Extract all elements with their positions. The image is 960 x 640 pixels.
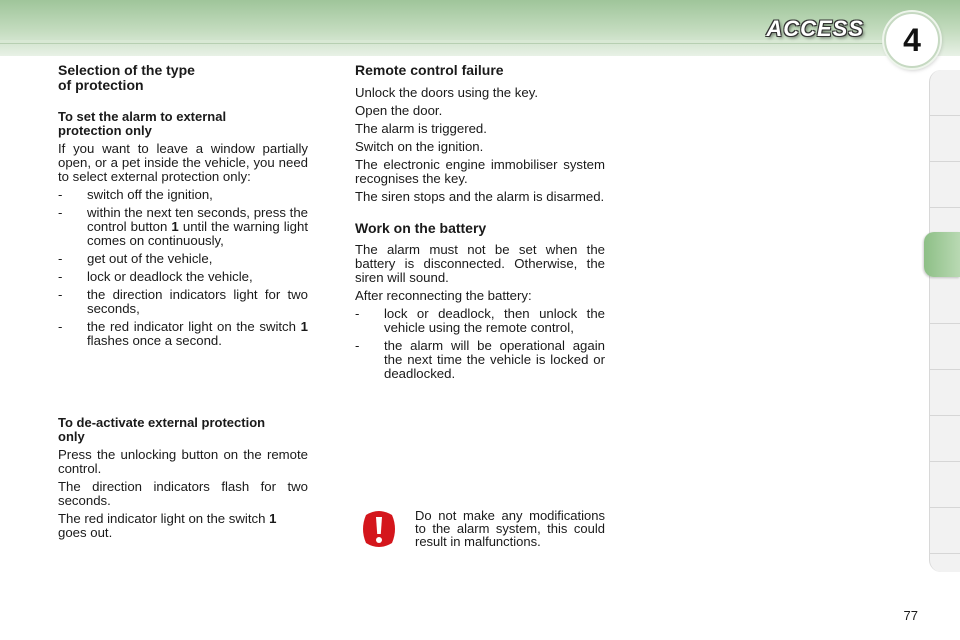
- paragraph: Switch on the ignition.: [355, 139, 484, 154]
- battery-steps-list: [355, 307, 605, 381]
- list-item: - lock or deadlock the vehicle,: [58, 269, 253, 284]
- steps-list: [58, 188, 308, 348]
- chapter-tabs: [929, 70, 960, 572]
- right-column: [355, 63, 605, 385]
- intro-text: If you want to leave a window partially open, or a pet inside the vehicle, you need to select external protection only:: [58, 141, 308, 184]
- list-item: - the red indicator light on the switch 1 flashes once a second.: [58, 319, 308, 348]
- heading-remote-failure: Remote control failure: [355, 62, 504, 78]
- chapter-tab[interactable]: [930, 278, 960, 324]
- header-line: [0, 40, 900, 44]
- heading-battery: Work on the battery: [355, 220, 487, 236]
- exclamation-icon: [362, 509, 396, 549]
- chapter-tab[interactable]: [930, 116, 960, 162]
- list-item: - get out of the vehicle,: [58, 251, 213, 266]
- chapter-number: 4: [903, 21, 921, 58]
- list-item: - the direction indicators light for two seconds,: [58, 287, 308, 316]
- paragraph: The alarm must not be set when the battery is disconnected. Otherwise, the siren will sound.: [355, 242, 605, 285]
- section-title: ACCESS: [766, 16, 864, 41]
- warning-text: Do not make any modifications to the alarm system, this could result in malfunctions.: [415, 508, 605, 549]
- chapter-tab-active[interactable]: [924, 232, 960, 277]
- deactivate-text-2: The direction indicators flash for two seconds.: [58, 479, 308, 508]
- paragraph: Open the door.: [355, 103, 443, 118]
- chapter-tab[interactable]: [930, 508, 960, 554]
- chapter-tab[interactable]: [930, 462, 960, 508]
- list-item: - lock or deadlock, then unlock the vehicle using the remote control,: [355, 306, 605, 335]
- switch-number: 1: [300, 319, 308, 334]
- deactivate-text-1: Press the unlocking button on the remote control.: [58, 447, 308, 476]
- heading-selection: Selection of the type of protection: [58, 62, 195, 93]
- paragraph: Unlock the doors using the key.: [355, 85, 539, 100]
- deactivate-text-3: The red indicator light on the switch 1 goes out.: [58, 511, 277, 540]
- page-number: 77: [903, 608, 918, 623]
- paragraph: The electronic engine immobiliser system recognises the key.: [355, 157, 605, 186]
- chapter-tab[interactable]: [930, 70, 960, 116]
- subheading-external: To set the alarm to external protection only: [58, 109, 227, 138]
- chapter-badge: [884, 12, 940, 68]
- left-column-deactivate: [58, 416, 308, 544]
- list-item: - the alarm will be operational again the next time the vehicle is locked or deadlocked.: [355, 338, 605, 381]
- paragraph: After reconnecting the battery:: [355, 288, 532, 303]
- switch-number: 1: [269, 511, 277, 526]
- list-item: - switch off the ignition,: [58, 187, 213, 202]
- chapter-tab[interactable]: [930, 324, 960, 370]
- paragraph: The alarm is triggered.: [355, 121, 487, 136]
- button-number: 1: [171, 219, 179, 234]
- list-item: - within the next ten seconds, press the control button 1 until the warning light comes on continuously,: [58, 205, 308, 248]
- chapter-tab[interactable]: [930, 162, 960, 208]
- paragraph: The siren stops and the alarm is disarmed.: [355, 189, 605, 204]
- chapter-tab[interactable]: [930, 416, 960, 462]
- left-column: [58, 63, 308, 352]
- subheading-deactivate: To de-activate external protection only: [58, 415, 266, 444]
- chapter-tab[interactable]: [930, 370, 960, 416]
